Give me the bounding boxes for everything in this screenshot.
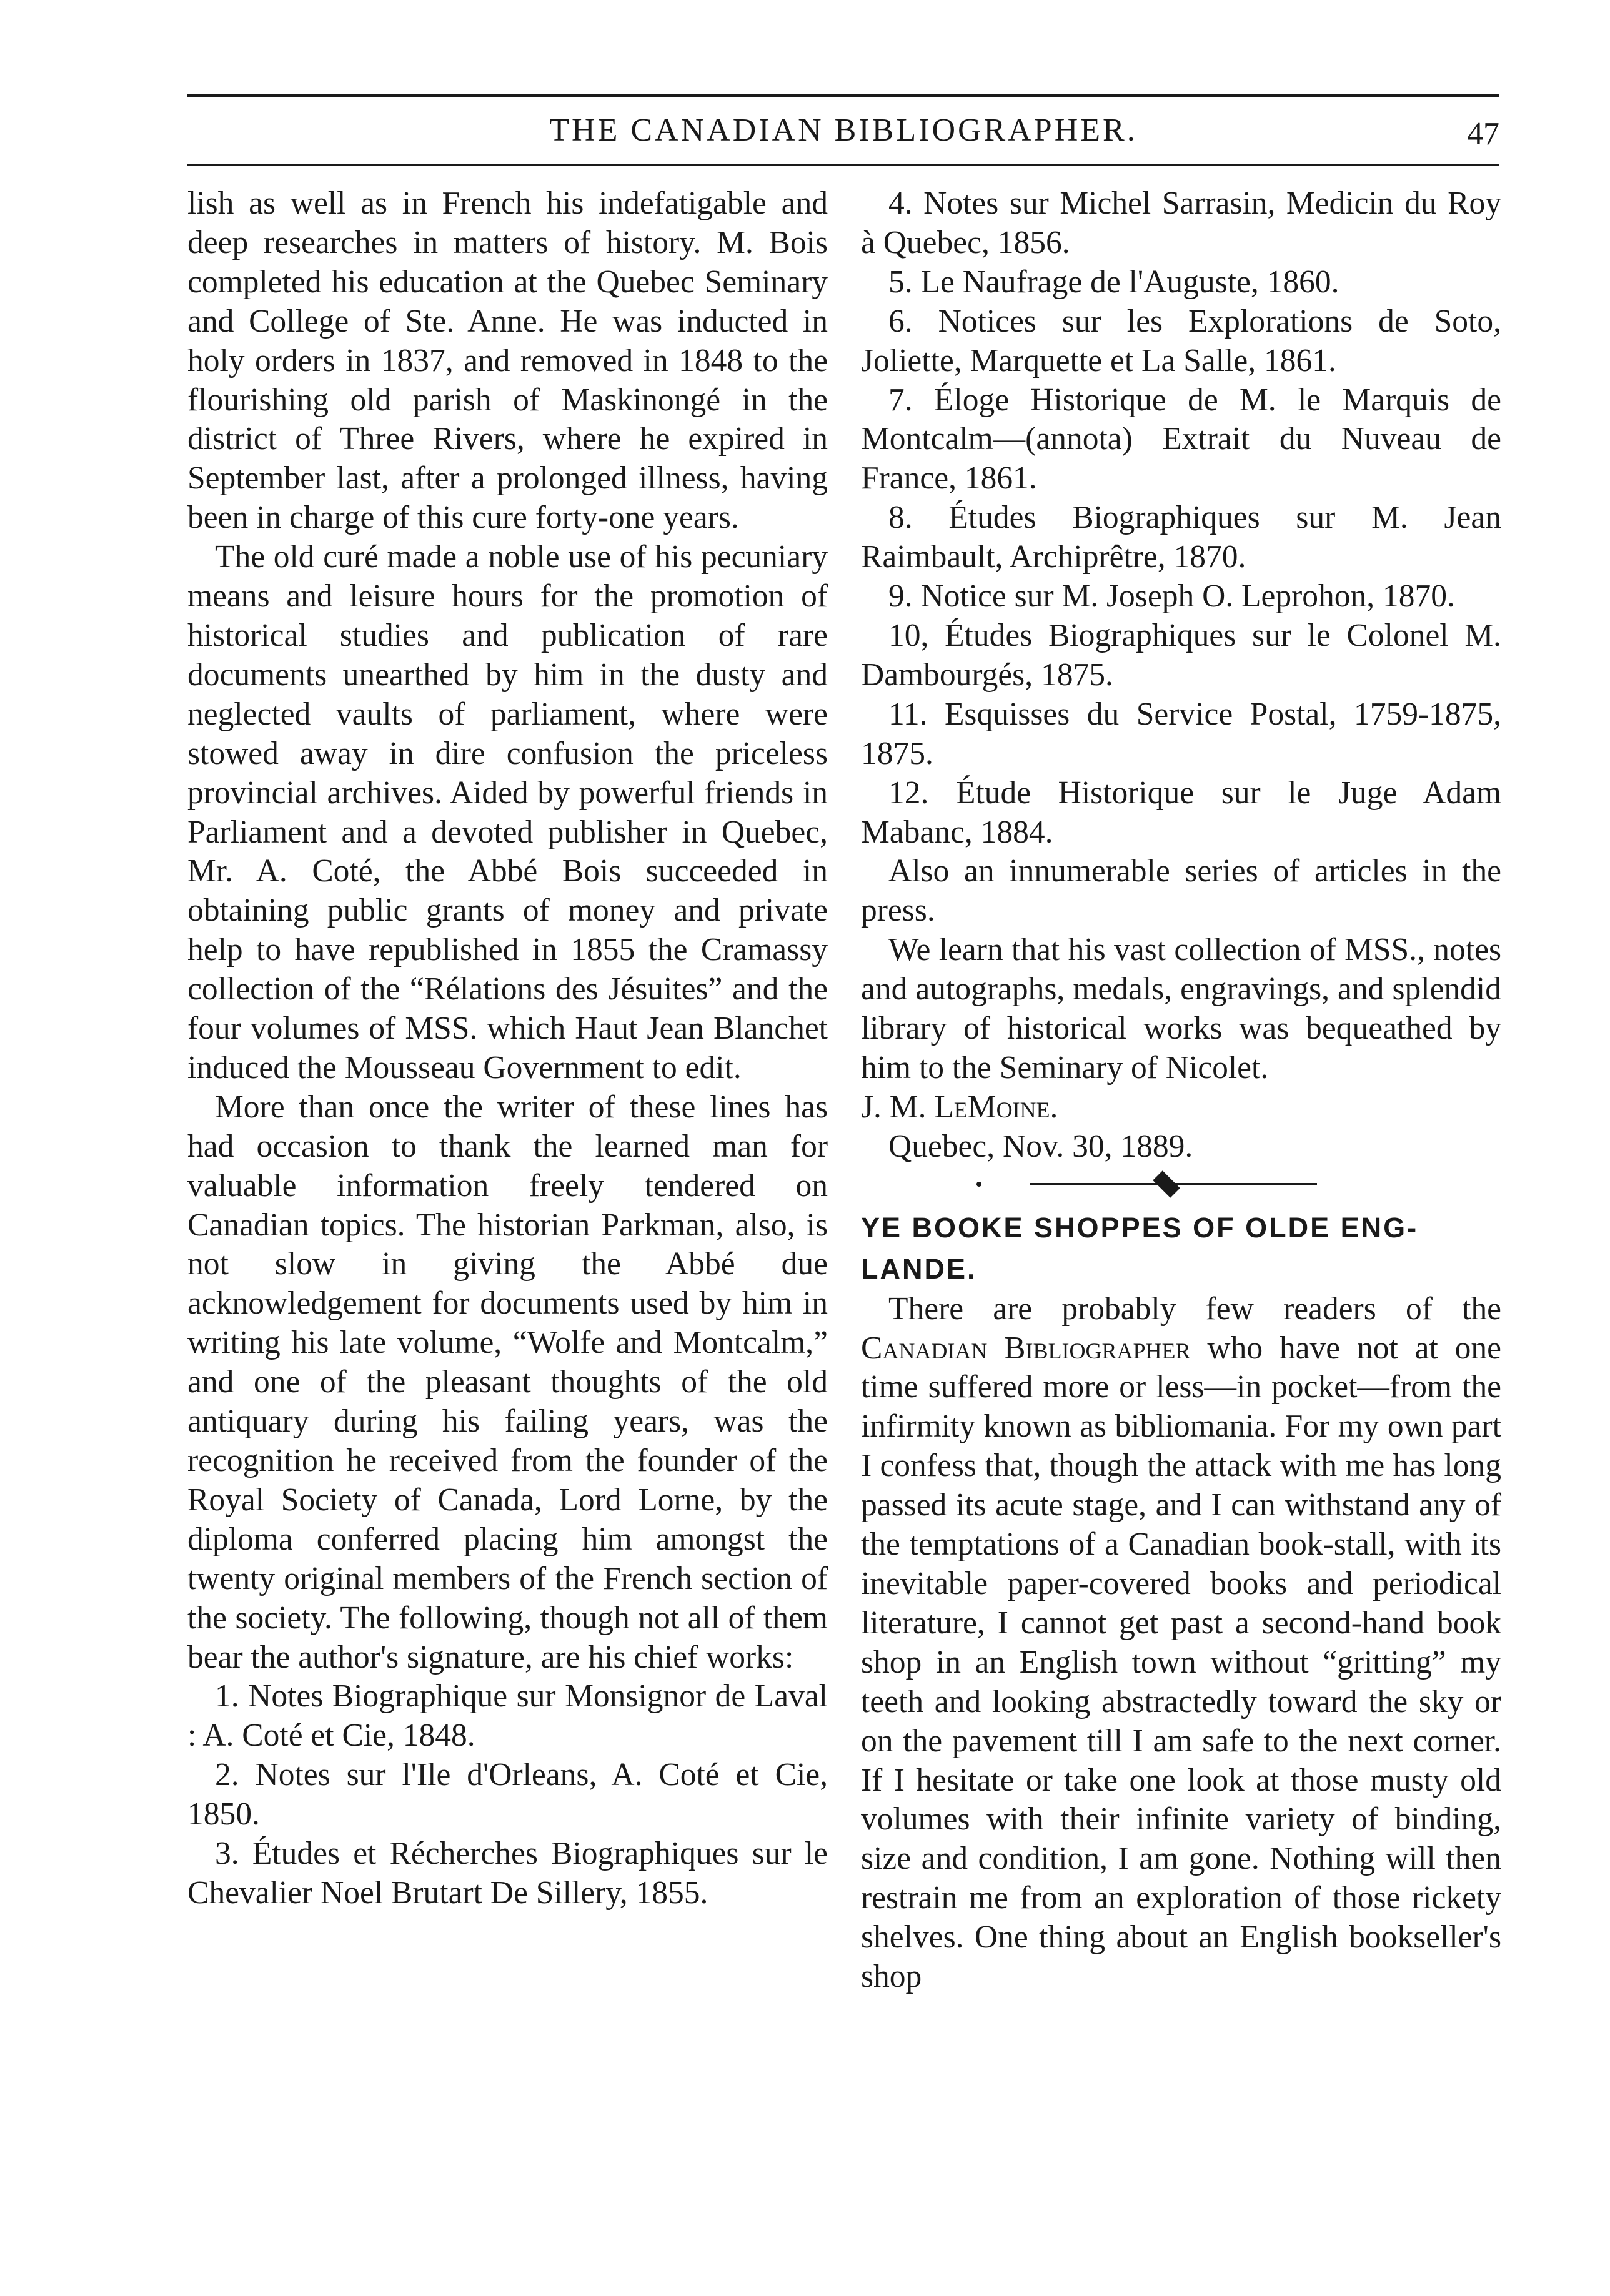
paragraph-publications: The old curé made a noble use of his pecuniary means and leisure hours for the promotion of historical studies and publication of rare documents unearthed by him in the dusty and neglected vaults of parliament, where were stowed away in dire confusion the priceless provincial archives. Aided by powerful friends in Parliament and a devoted publisher in Quebec, Mr. A. Coté, the Abbé Bois succeeded in obtaining public grants of money and private help to have republished in 1855 the Cramassy collection of the “Rélations des Jésuites” and the four volumes of MSS. which Haut Jean Blanchet induced the Mousseau Government to edit. xyxy=(187,539,828,1086)
paragraph-bequest: We learn that his vast collection of MSS., notes and autographs, medals, engravings, and splendid library of historical works was bequeathed by him to the Seminary of Nicolet. xyxy=(861,932,1501,1086)
page-number: 47 xyxy=(1467,116,1499,152)
section-title-line-1: YE BOOKE SHOPPES OF OLDE ENG- xyxy=(861,1211,1419,1244)
running-title: THE CANADIAN BIBLIOGRAPHER. xyxy=(549,112,1138,148)
works-list-item: 4. Notes sur Michel Sarrasin, Medicin du Roy à Quebec, 1856. xyxy=(861,186,1501,260)
author-signature: J. M. LeMoine. xyxy=(861,1089,1058,1125)
works-list-item: 6. Notices sur les Explorations de Soto, Joliette, Marquette et La Salle, 1861. xyxy=(861,303,1501,379)
intro-text-start: There are probably few readers of the xyxy=(888,1290,1501,1327)
paragraph-bibliomania xyxy=(861,1290,1501,1997)
paragraph-articles: Also an innumerable series of articles in the press. xyxy=(861,853,1501,929)
works-list-item: 11. Esquisses du Service Postal, 1759-1875, 1875. xyxy=(861,696,1501,771)
left-column xyxy=(187,184,828,1913)
paragraph-recognition: More than once the writer of these lines has had occasion to thank the learned man for valuable information freely tendered on Canadian topics. The historian Parkman, also, is not slow in giving the Abbé due acknowledgement for documents used by him in writing his late volume, “Wolfe and Montcalm,” and one of the pleasant thoughts of the old antiquary during his failing years, was the recognition he received from the founder of the Royal Society of Canada, Lord Lorne, by the diploma conferred placing him amongst the twenty original members of the French section of the society. The following, though not all of them bear the author's signature, are his chief works: xyxy=(187,1089,828,1675)
works-list-item: 1. Notes Biographique sur Monsignor de Laval : A. Coté et Cie, 1848. xyxy=(187,1678,828,1754)
works-list-item: 3. Études et Récherches Biographiques sur le Chevalier Noel Brutart De Sillery, 1855. xyxy=(187,1836,828,1911)
works-list-item: 7. Éloge Historique de M. le Marquis de Montcalm—(annota) Extrait du Nuveau de France, 1861. xyxy=(861,382,1501,497)
works-list-item: 8. Études Biographiques sur M. Jean Raimbault, Archiprêtre, 1870. xyxy=(861,500,1501,575)
works-list-item: 12. Étude Historique sur le Juge Adam Mabanc, 1884. xyxy=(861,774,1501,850)
journal-name: Canadian Bibliographer xyxy=(861,1330,1191,1366)
works-list-item: 10, Études Biographiques sur le Colonel M. Dambourgés, 1875. xyxy=(861,617,1501,693)
intro-text-rest: who have not at one time suffered more or less—in pocket—from the infirmity known as bibliomania. For my own part I confess that, though the attack with me has long passed its acute stage, and I can withstand any of the temptations of a Canadian book-stall, with its inevitable paper-covered books and periodical literature, I cannot get past a second-hand book shop in an English town without “gritting” my teeth and looking abstractedly toward the sky or on the pavement till I am safe to the next corner. If I hesitate or take one look at those musty old volumes with their infinite variety of binding, size and condition, I am gone. Nothing will then restrain me from an exploration of those rickety shelves. One thing about an English bookseller's shop xyxy=(861,1330,1501,1995)
right-column xyxy=(861,184,1501,1997)
section-divider-ornament xyxy=(861,1167,1501,1207)
header-top-rule xyxy=(187,94,1499,97)
ornament-dot xyxy=(976,1182,981,1187)
section-title-line-2: LANDE. xyxy=(861,1252,977,1285)
works-list-item: 2. Notes sur l'Ile d'Orleans, A. Coté et Cie, 1850. xyxy=(187,1757,828,1833)
ornament-diamond xyxy=(1153,1170,1180,1198)
dateline: Quebec, Nov. 30, 1889. xyxy=(888,1128,1193,1164)
works-list-item: 5. Le Naufrage de l'Auguste, 1860. xyxy=(888,264,1339,300)
header-bottom-rule xyxy=(187,164,1499,166)
works-list-item: 9. Notice sur M. Joseph O. Leprohon, 1870. xyxy=(888,578,1455,615)
section-title xyxy=(861,1207,1501,1290)
paragraph-continuation: lish as well as in French his indefatigable and deep researches in matters of history. M. Bois completed his education at the Quebec Seminary and College of Ste. Anne. He was inducted in holy orders in 1837, and removed in 1848 to the flourishing old parish of Maskinongé in the district of Three Rivers, where he expired in September last, after a prolonged illness, having been in charge of this cure forty-one years. xyxy=(187,186,828,536)
